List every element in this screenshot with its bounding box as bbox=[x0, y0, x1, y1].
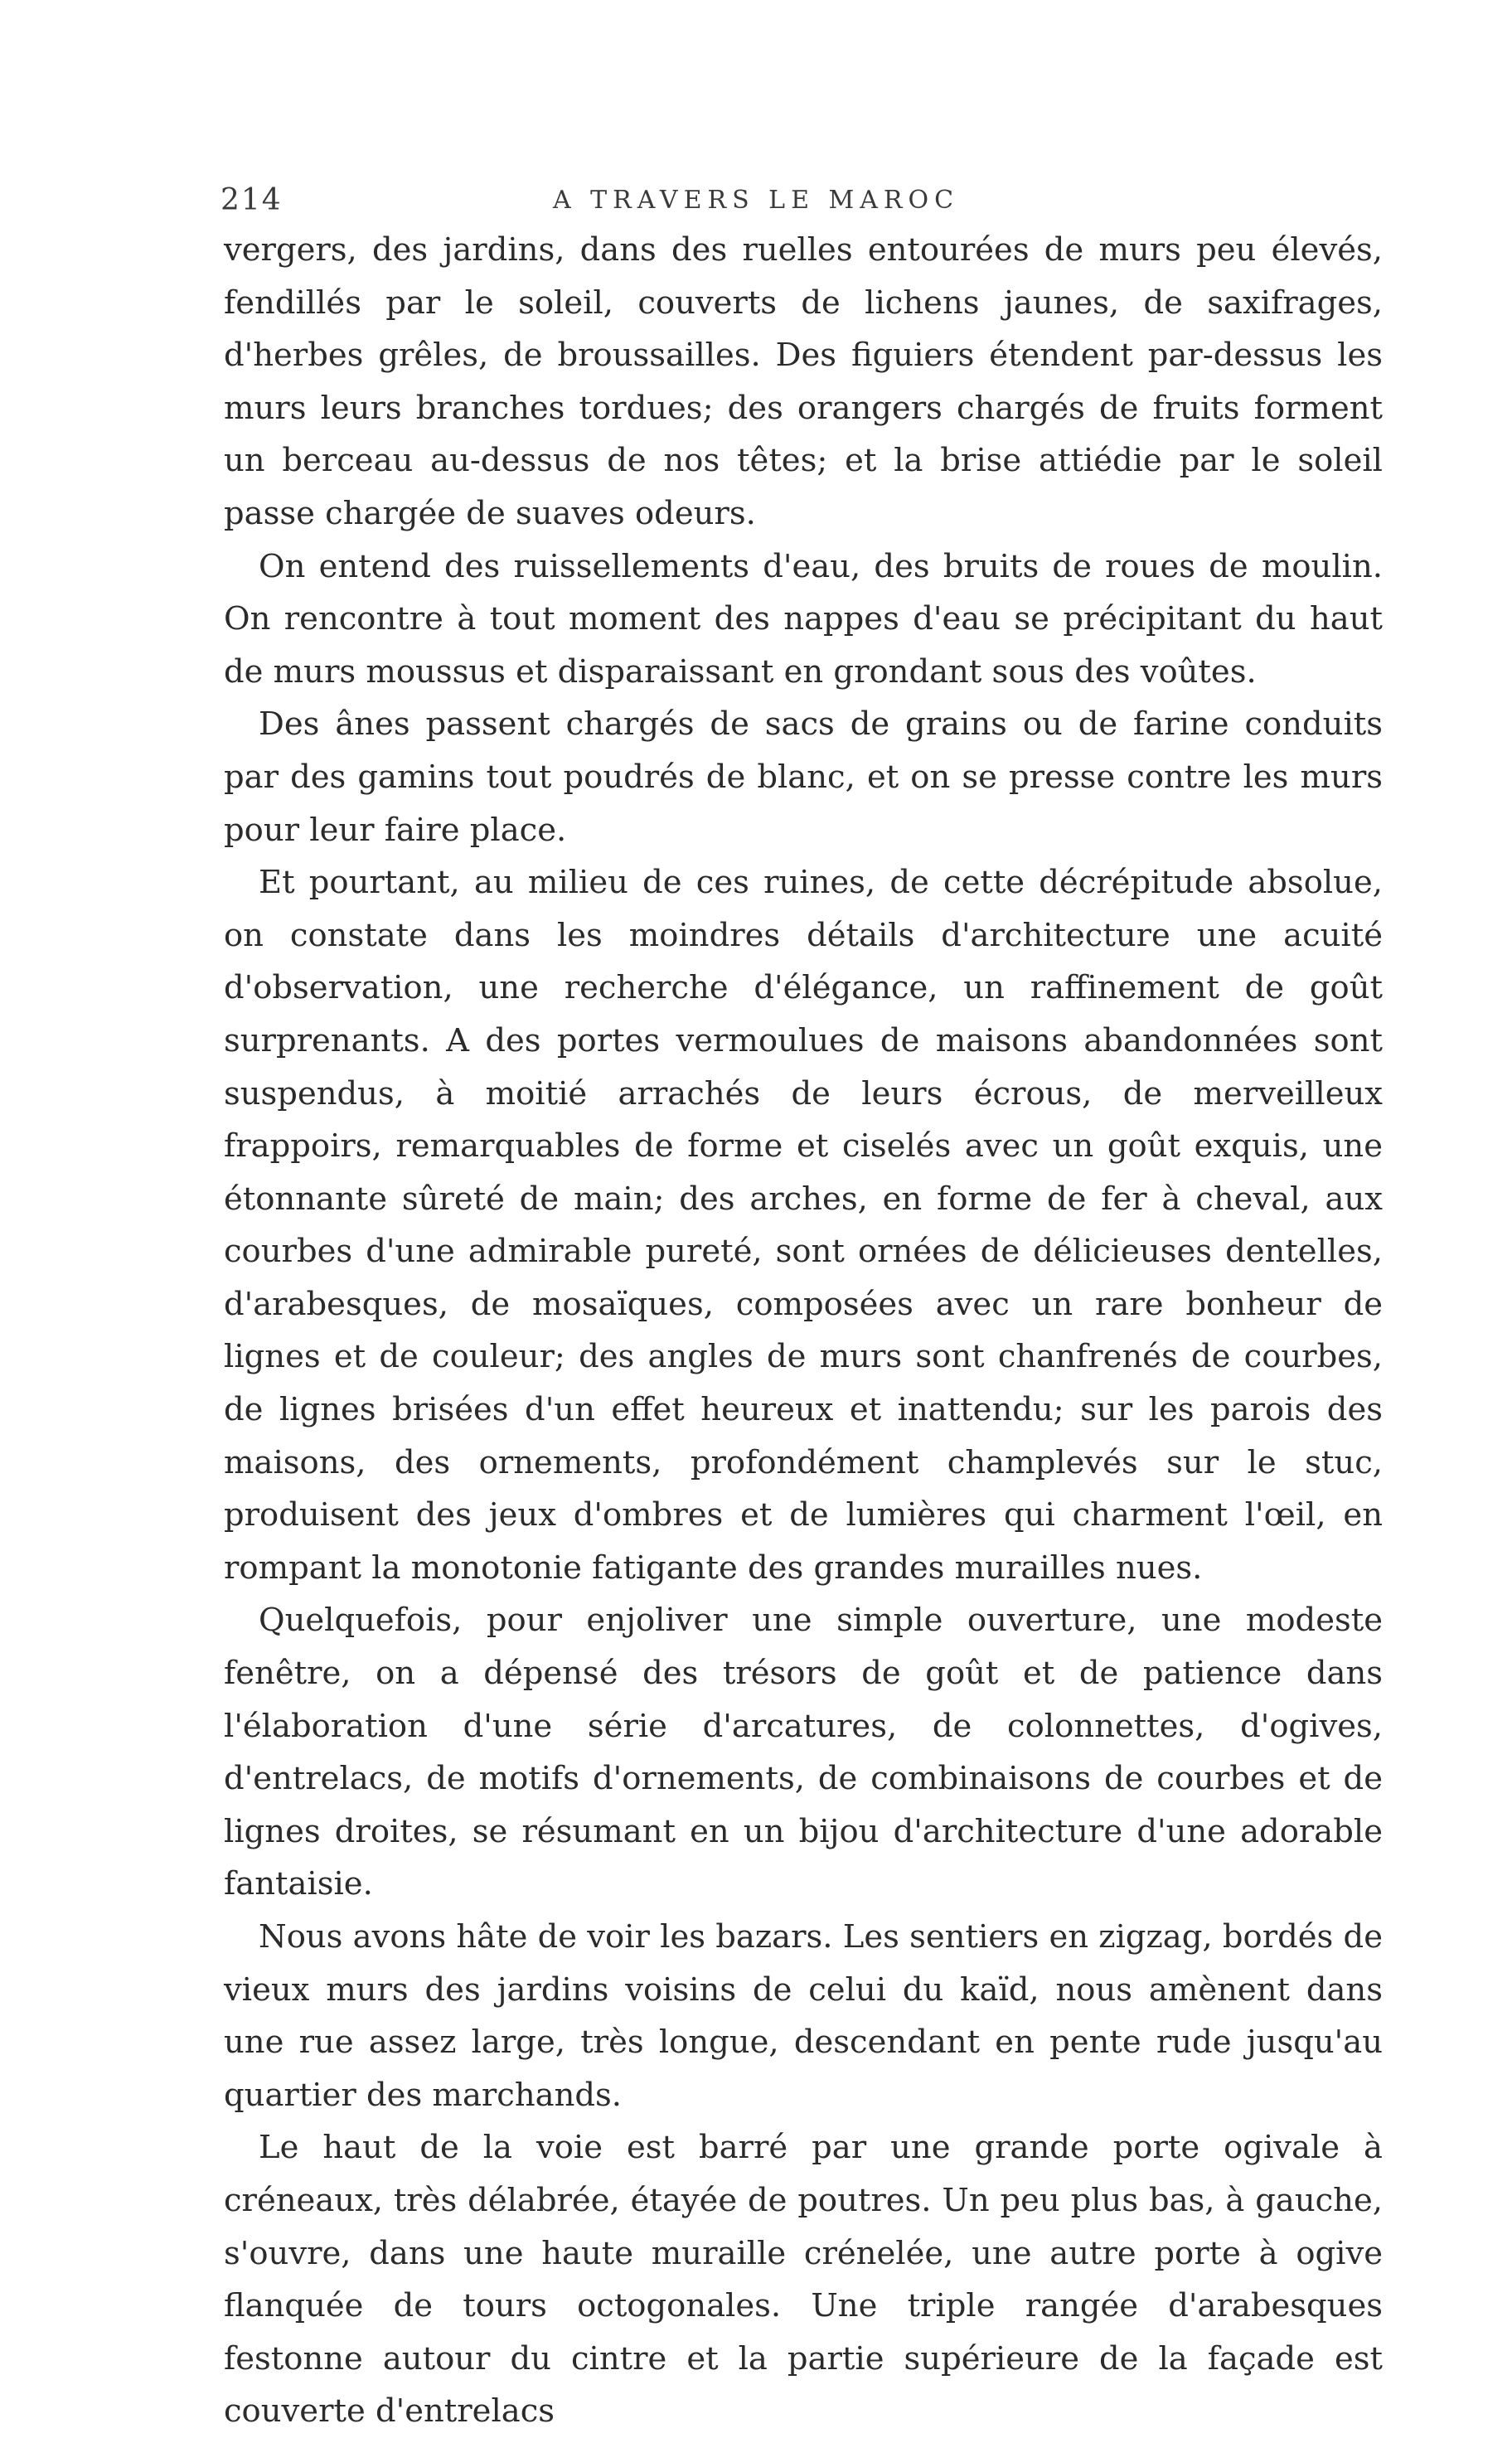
paragraph: Des ânes passent chargés de sacs de grains ou de farine conduits par des gamins tout poudrés de blanc, et on se presse contre les murs pour leur faire place. bbox=[224, 705, 1383, 849]
paragraph-continues: Le haut de la voie est barré par une grande porte ogivale à créneaux, très délabrée, étayée de poutres. Un peu plus bas, à gauche, s'ouvre, dans une haute muraille crénelée, une autre porte à ogive flanquée de tours octogonales. Une triple rangée d'arabesques festonne autour du cintre et la partie supérieure de la façade est couverte d'entrelacs bbox=[224, 2129, 1383, 2431]
paragraph: Quelquefois, pour enjoliver une simple ouverture, une modeste fenêtre, on a dépensé des trésors de goût et de patience dans l'élaboration d'une série d'arcatures, de colonnettes, d'ogives, d'entrelacs, de motifs d'ornements, de combinaisons de courbes et de lignes droites, se résumant en un bijou d'architecture d'une adorable fantaisie. bbox=[224, 1602, 1383, 1903]
paragraph: Nous avons hâte de voir les bazars. Les sentiers en zigzag, bordés de vieux murs des jardins voisins de celui du kaïd, nous amènent dans une rue assez large, très longue, descendant en pente rude jusqu'au quartier des marchands. bbox=[224, 1918, 1383, 2114]
running-title: A TRAVERS LE MAROC bbox=[552, 186, 960, 215]
body-text bbox=[224, 224, 1383, 2438]
paragraph-continued: vergers, des jardins, dans des ruelles entourées de murs peu élevés, fendillés par le soleil, couverts de lichens jaunes, de saxifrages, d'herbes grêles, de broussailles. Des figuiers étendent par-dessus les murs leurs branches tordues; des orangers chargés de fruits forment un berceau au-dessus de nos têtes; et la brise attiédie par le soleil passe chargée de suaves odeurs. bbox=[224, 231, 1383, 532]
paragraph: Et pourtant, au milieu de ces ruines, de cette décrépitude absolue, on constate dans les moindres détails d'architecture une acuité d'observation, une recherche d'élégance, un raffinement de goût surprenants. A des portes vermoulues de maisons abandonnées sont suspendus, à moitié arrachés de leurs écrous, de merveilleux frappoirs, remarquables de forme et ciselés avec un goût exquis, une étonnante sûreté de main; des arches, en forme de fer à cheval, aux courbes d'une admirable pureté, sont ornées de délicieuses dentelles, d'arabesques, de mosaïques, composées avec un rare bonheur de lignes et de couleur; des angles de murs sont chanfrenés de courbes, de lignes brisées d'un effet heureux et inattendu; sur les parois des maisons, des ornements, profondément champlevés sur le stuc, produisent des jeux d'ombres et de lumières qui charment l'œil, en rompant la monotonie fatigante des grandes murailles nues. bbox=[224, 864, 1383, 1587]
paragraph: On entend des ruissellements d'eau, des bruits de roues de moulin. On rencontre à tout moment des nappes d'eau se précipitant du haut de murs moussus et disparaissant en grondant sous des voûtes. bbox=[224, 547, 1383, 691]
page-number: 214 bbox=[220, 183, 283, 217]
